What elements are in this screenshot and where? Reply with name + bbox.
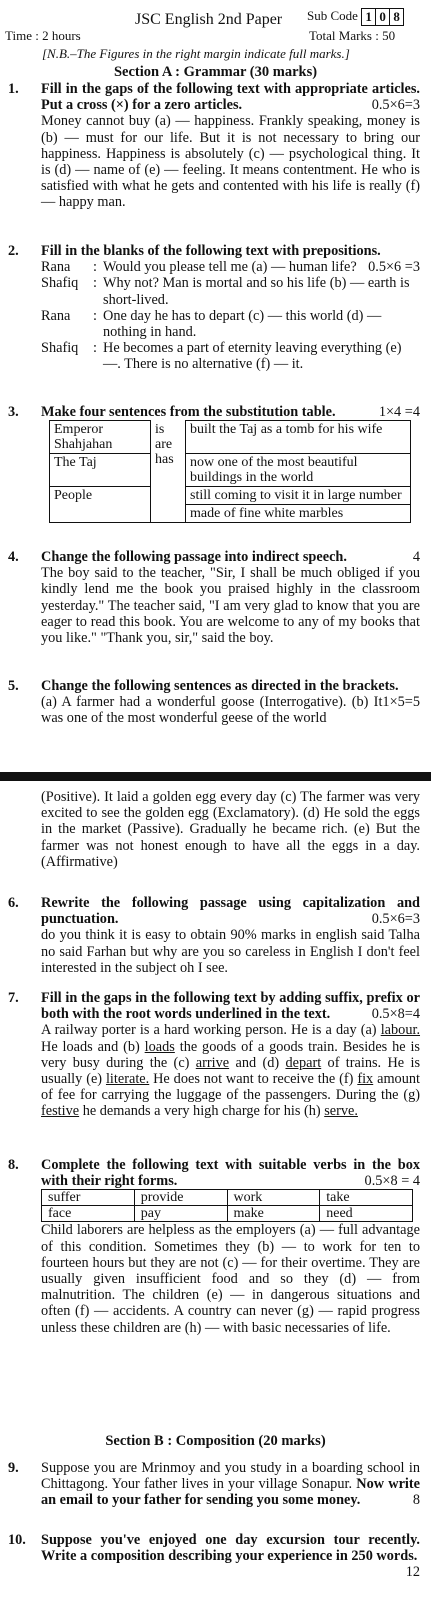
dialogue-line: Shafiq : He becomes a part of eternity leaving everything (e) —. There is no alternative (f) — it. [41, 340, 420, 372]
question-text: Money cannot buy (a) — happiness. Frankly speaking, money is (b) — must for our life. But it is not necessary to bring our happiness. Happiness is absolutely (c) — psychological thing. It is (d) — name of (e) — feeling. It means contentment. He who is satisfied with what he gets and contented with his life is really (f) — happy man. [41, 113, 420, 211]
dialogue-text: He becomes a part of eternity leaving everything (e) —. There is no alternative (f) — it. [103, 340, 402, 373]
question-text: (Positive). It laid a golden egg every day (c) The farmer was very excited to see the golden egg (Exclamatory). (d) He sold the eggs in the market (Passive). Gradually he became rich. (e) But the farmer was not honest enough to have all the eggs in a day. (Affirmative) [41, 789, 420, 870]
question-marks: 1×4 =4 [378, 404, 420, 420]
page-divider [0, 772, 431, 781]
question-marks: 1×5=5 [382, 694, 420, 711]
question-number: 7. [8, 990, 19, 1006]
question-2 [8, 243, 420, 373]
question-number: 8. [8, 1157, 19, 1173]
table-cell: still coming to visit it in large number [186, 487, 411, 505]
question-text: A railway porter is a hard working person. He is a day (a) labour. He loads and (b) loads the goods of a goods train. Besides he is very busy during the (c) arrive and (d) depart of trains. He is usually (e) literate. He does not want to receive the (f) fix amount of fee for carrying the luggage of the passengers. During the (g) festive he demands a very high charge for his (h) serve. [41, 1022, 421, 1120]
dialogue-text: One day he has to depart (c) — this world (d) — nothing in hand. [103, 307, 382, 341]
table-cell: now one of the most beautiful buildings in the world [186, 454, 411, 487]
question-marks: 0.5×6=3 [371, 97, 420, 114]
table-cell: made of fine white marbles [186, 505, 411, 523]
root-word: serve. [324, 1103, 358, 1120]
dialogue-text: Why not? Man is mortal and so his life (b) — earth is short-lived. [103, 275, 410, 308]
root-word: arrive [195, 1054, 230, 1071]
verb-column: is are has [151, 421, 186, 523]
question-1 [8, 81, 420, 211]
question-title: Make four sentences from the substitution table. 1×4 =4 [41, 404, 420, 420]
marks-note: [N.B.–The Figures in the right margin indicate full marks.] [42, 46, 350, 61]
question-number: 9. [8, 1460, 19, 1476]
question-text: Child laborers are helpless as the employers (a) — full advantage of this condition. Sometimes they (b) — to work for ten to fourteen hours but they are not (c) — for their overtime. They are usually given insufficient food and so they (d) — from malnutrition. The children (e) — in dangerous situations and often (f) — accidents. A country can never (g) — rapid progress unless these children are (h) — with basic necessaries of life. [41, 1222, 420, 1336]
question-text: Suppose you are Mrinmoy and you study in a boarding school in Chittagong. Your father lives in your village Sonapur. Now write an email to your father for sending you some money. 8 [41, 1460, 421, 1509]
substitution-table [49, 420, 411, 523]
question-number: 1. [8, 81, 19, 97]
root-word: loads [144, 1038, 175, 1055]
verb-cell: pay [134, 1206, 227, 1222]
question-text: do you think it is easy to obtain 90% marks in english said Talha no said Farhan but why are you so careless in English I don't feel interested in the subject oh I see. [41, 927, 420, 976]
verb-box [41, 1189, 413, 1222]
question-5 [8, 678, 420, 727]
question-10 [8, 1532, 420, 1581]
question-title: Complete the following text with suitable verbs in the box with their right forms. 0.5×8 = 4 [41, 1157, 420, 1190]
exam-title: JSC English 2nd Paper [135, 11, 283, 28]
sub-code-box [361, 8, 404, 26]
page-top-half [0, 0, 431, 768]
time-label: Time : 2 hours [5, 28, 81, 43]
verb-cell: need [320, 1206, 413, 1222]
question-marks: 0.5×6=3 [371, 911, 420, 928]
table-cell: The Taj [50, 454, 151, 487]
section-a-heading: Section A : Grammar (30 marks) [113, 64, 318, 80]
question-6 [8, 895, 420, 976]
section-b-heading: Section B : Composition (20 marks) [105, 1433, 326, 1449]
speaker: Rana [41, 307, 71, 324]
question-3 [8, 404, 420, 523]
question-number: 5. [8, 678, 19, 694]
sub-code-digit: 1 [365, 9, 372, 25]
speaker: Rana [41, 259, 71, 276]
table-cell: Emperor Shahjahan [50, 421, 151, 454]
root-word: literate. [105, 1071, 150, 1088]
sub-code [307, 8, 404, 26]
total-marks: Total Marks : 50 [309, 28, 396, 43]
question-marks: 0.5×6 =3 [368, 259, 420, 276]
question-7 [8, 990, 420, 1120]
question-text: (a) A farmer had a wonderful goose (Interrogative). (b) It was one of the most wonderful geese of the world [41, 694, 383, 727]
root-word: depart [285, 1054, 322, 1071]
page-bottom-half [0, 785, 431, 1600]
verb-cell: face [42, 1206, 135, 1222]
question-marks: 4 [412, 549, 420, 565]
question-marks: 12 [405, 1564, 420, 1581]
sub-code-label: Sub Code [307, 8, 358, 23]
verb-cell: take [320, 1190, 413, 1206]
question-title: Change the following passage into indirect speech. 4 [41, 549, 420, 565]
verb-cell: work [227, 1190, 320, 1206]
question-title: Suppose you've enjoyed one day excursion tour recently. Write a composition describing your experience in 250 words. 12 [41, 1532, 420, 1581]
table-cell: People [50, 487, 151, 523]
question-title: Rewrite the following passage using capitalization and punctuation. 0.5×6=3 [41, 895, 420, 928]
root-word: fix [357, 1071, 374, 1088]
question-title: Fill in the gaps in the following text by adding suffix, prefix or both with the root words underlined in the text. 0.5×8=4 [41, 990, 420, 1023]
question-marks: 0.5×8=4 [371, 1006, 420, 1023]
sub-code-digit: 8 [389, 9, 403, 25]
question-number: 6. [8, 895, 19, 911]
question-number: 3. [8, 404, 19, 420]
question-title: Fill in the gaps of the following text with appropriate articles. Put a cross (×) for a zero articles. 0.5×6=3 [41, 81, 420, 114]
dialogue-line: Rana : One day he has to depart (c) — this world (d) — nothing in hand. [41, 308, 420, 340]
root-word: festive [41, 1103, 80, 1120]
question-4 [8, 549, 420, 646]
verb-cell: make [227, 1206, 320, 1222]
question-5-continued [8, 789, 420, 870]
verb-cell: suffer [42, 1190, 135, 1206]
question-marks: 8 [412, 1492, 420, 1509]
question-8 [8, 1157, 420, 1336]
question-marks: 0.5×8 = 4 [364, 1173, 420, 1190]
question-title: Fill in the blanks of the following text with prepositions. 0.5×6 =3 [41, 243, 420, 276]
question-number: 10. [8, 1532, 26, 1548]
question-number: 4. [8, 549, 19, 565]
dialogue-line: Shafiq : Why not? Man is mortal and so his life (b) — earth is short-lived. [41, 275, 420, 307]
question-number: 2. [8, 243, 19, 259]
question-text: The boy said to the teacher, "Sir, I shall be much obliged if you kindly lend me the book you praised highly in the classroom yesterday." The teacher said, "I am very glad to know that you are eager to read this book. You are welcome to any of my books that you like." "Thank you, sir," said the boy. [41, 565, 420, 647]
root-word: labour. [380, 1022, 421, 1039]
verb-cell: provide [134, 1190, 227, 1206]
speaker: Shafiq [41, 340, 79, 357]
table-cell: built the Taj as a tomb for his wife [186, 421, 411, 454]
question-title: Change the following sentences as directed in the brackets. 1×5=5 [41, 678, 420, 711]
sub-code-digit: 0 [375, 9, 389, 25]
speaker: Shafiq [41, 275, 79, 292]
dialogue-line: Rana : Would you please tell me (a) — human life? [41, 259, 368, 275]
question-9 [8, 1460, 420, 1509]
dialogue-text: Would you please tell me (a) — human life? [103, 259, 357, 276]
